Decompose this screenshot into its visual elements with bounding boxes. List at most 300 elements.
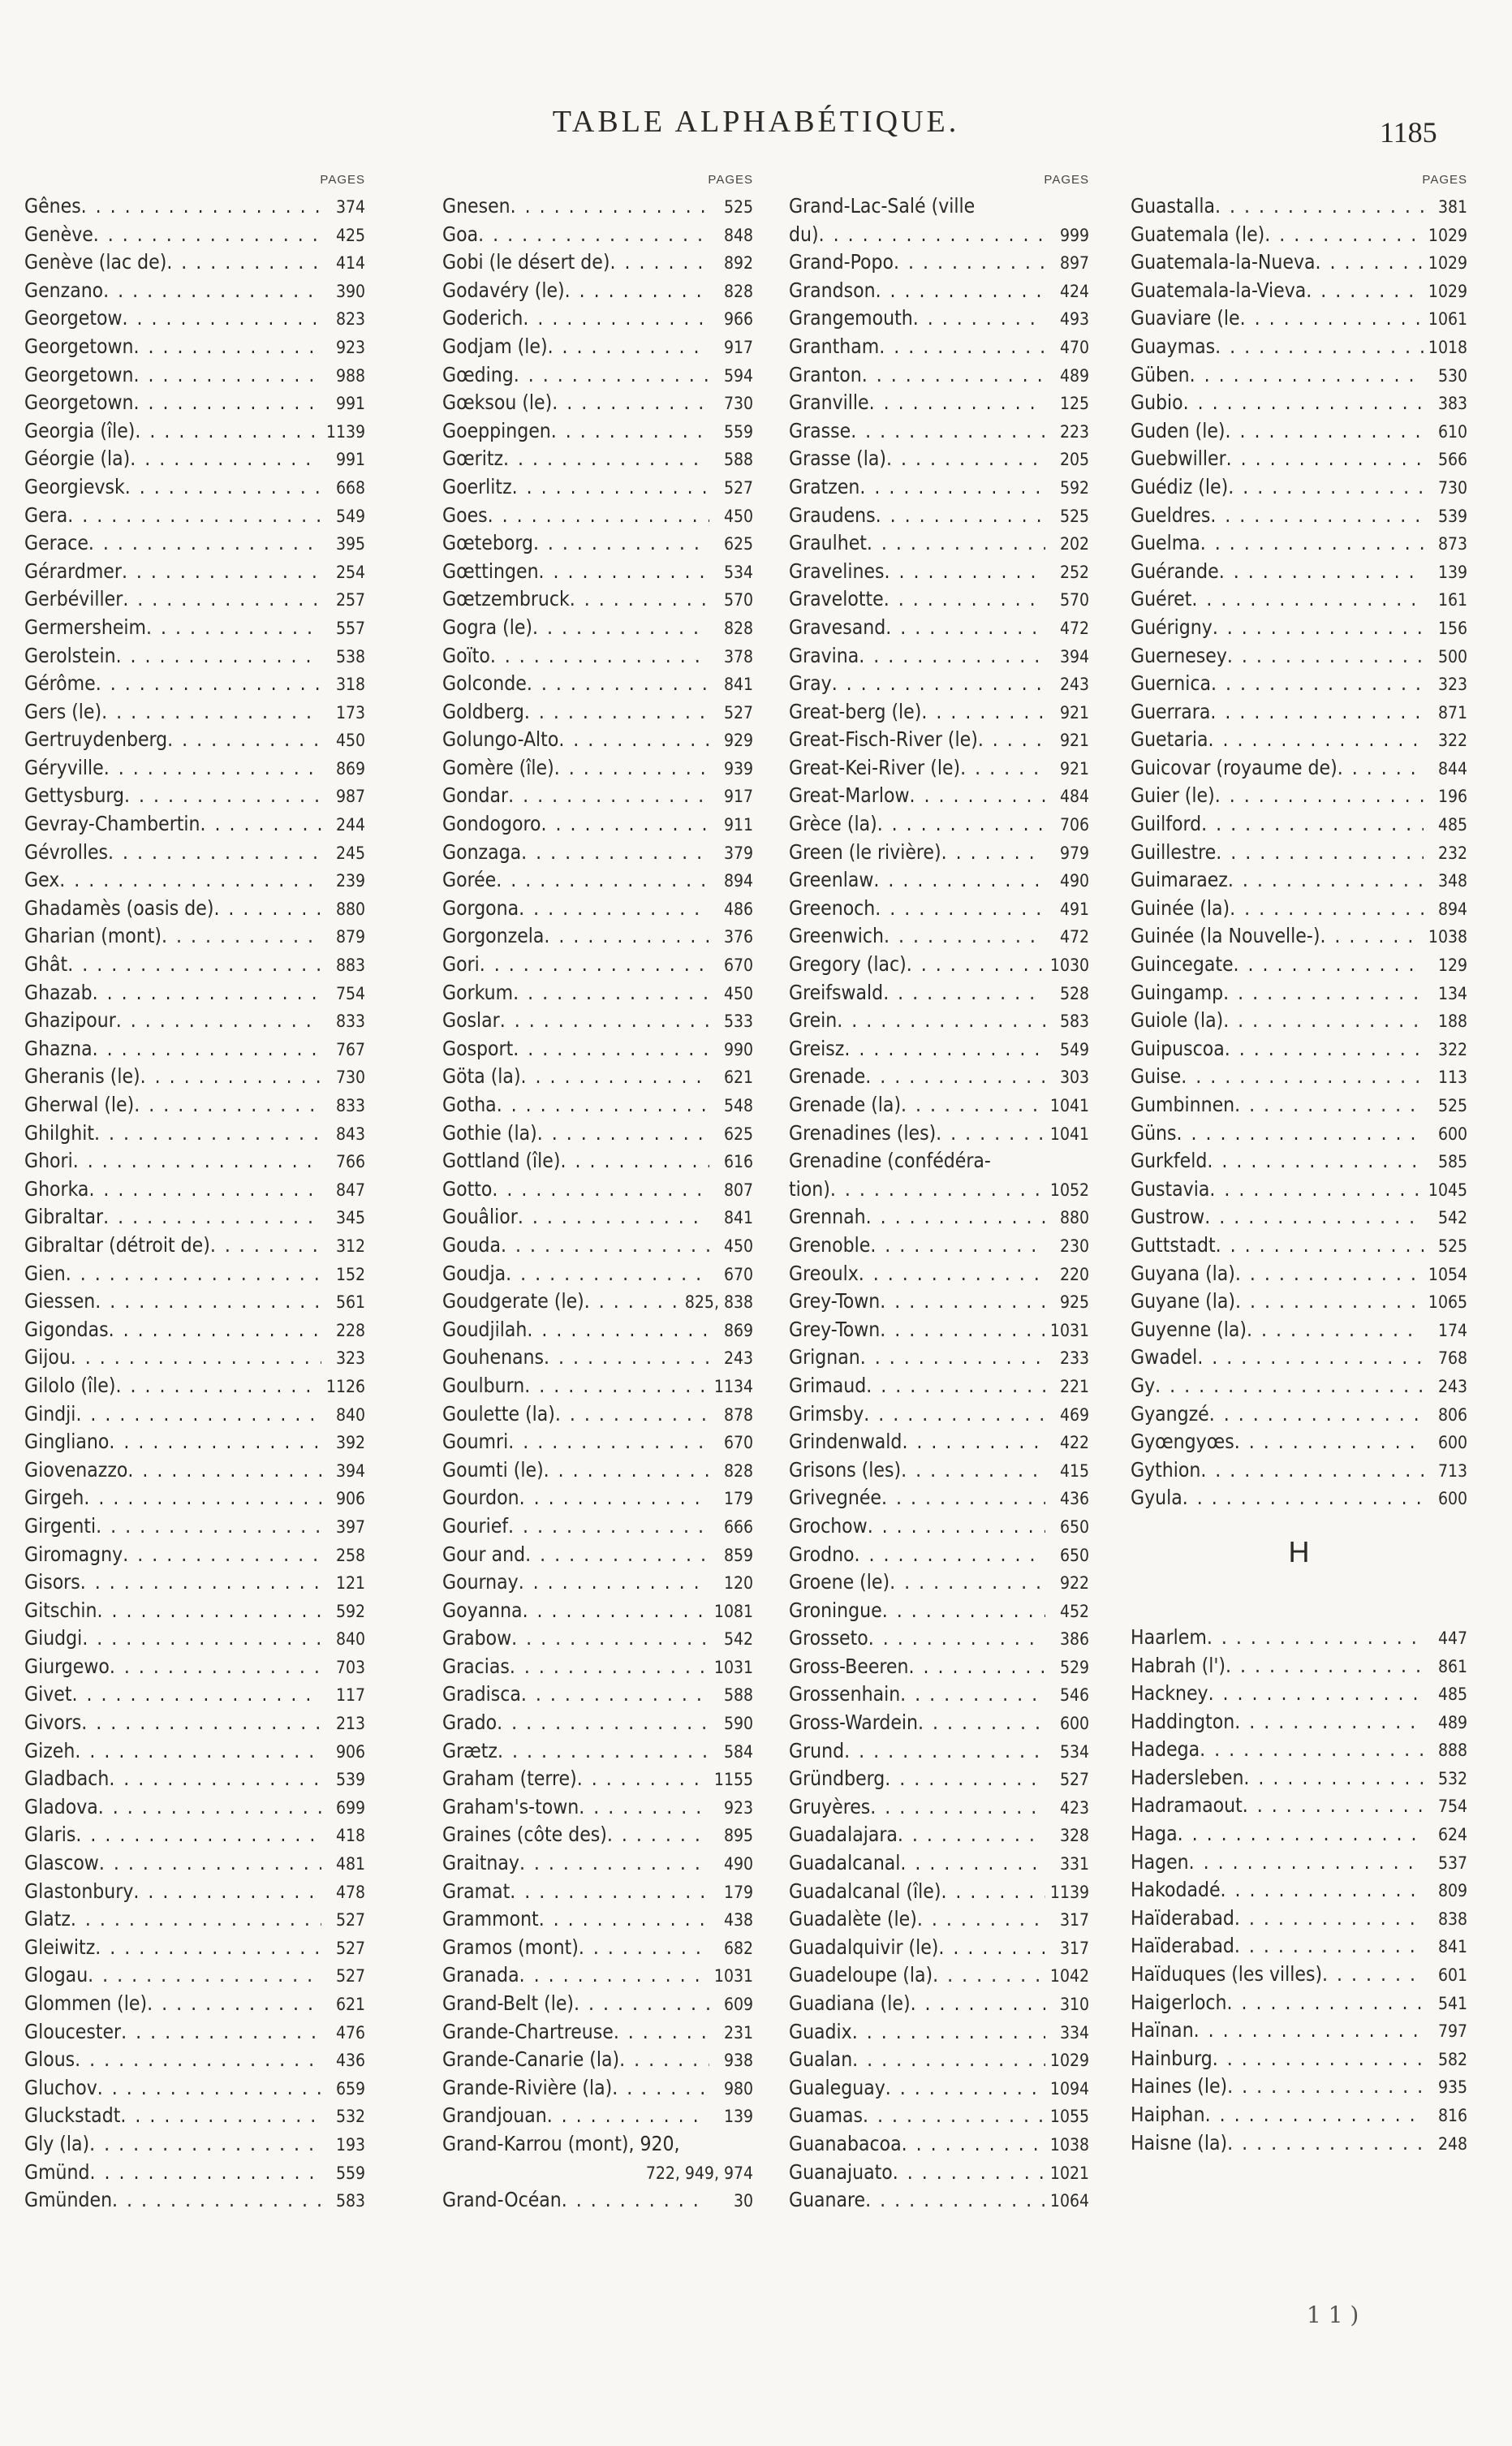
pages-label: PAGES [708,173,753,187]
dot-leader [902,2130,1045,2159]
entry-page: 390 [335,281,365,301]
index-entry [789,726,1089,754]
index-entry [24,866,365,895]
dot-leader [1190,361,1424,390]
dot-leader [1234,1428,1424,1456]
entry-name: Giovenazzo [24,1457,128,1482]
dot-leader [97,1597,321,1625]
entry-page: 395 [335,534,365,554]
dot-leader [544,1456,709,1485]
entry-name: Guelma [1131,531,1200,555]
entry-name: Groene (le) [789,1570,890,1594]
dot-leader [1227,642,1424,671]
entry-name: Ghadamès (oasis de) [24,895,214,920]
entry-name: Grenadine (confédéra- [789,1149,991,1173]
entry-name: Glogau [24,1963,88,1987]
entry-page: 979 [1059,843,1089,863]
entry-page: 220 [1059,1264,1089,1284]
entry-name: Granada [442,1963,519,1987]
index-entry [789,979,1089,1007]
entry-page: 650 [1059,1545,1089,1565]
index-entry [789,670,1089,698]
entry-page: 243 [1059,675,1089,695]
index-entry [1131,1736,1467,1764]
index-entry [442,1484,753,1512]
entry-name: Great-Fisch-River (le) [789,727,978,752]
index-entry [1131,1820,1467,1849]
index-entry [442,1961,753,1990]
entry-page: 861 [1437,1656,1467,1676]
entry-name: Groningue [789,1598,882,1622]
entry-page: 345 [335,1208,365,1228]
index-entry [789,698,1089,727]
entry-name: Gournay [442,1570,519,1594]
entry-page: 139 [723,2107,753,2127]
entry-page: 883 [335,956,365,976]
entry-name: Guinée (la Nouvelle-) [1131,924,1320,948]
dot-leader [941,839,1045,867]
dot-leader [539,558,709,586]
dot-leader [1189,1849,1424,1877]
dot-leader [1227,2129,1424,2158]
dot-leader [500,1007,709,1035]
entry-page: 939 [723,758,753,779]
entry-name: Greenoch [789,895,876,920]
index-entry [1131,614,1467,642]
entry-page: 323 [1437,675,1467,695]
index-entry [789,2102,1089,2130]
dot-leader [140,1063,321,1091]
entry-page: 706 [1059,815,1089,835]
index-entry [789,1905,1089,1934]
entry-page: 825, 838 [684,1292,753,1313]
entry-page: 174 [1437,1320,1467,1340]
entry-name: Grande-Canarie (la) [442,2047,620,2072]
index-entry [442,698,753,727]
entry-name: Gorgonzela [442,924,545,948]
dot-leader [93,1035,321,1063]
dot-leader [492,1176,709,1204]
index-entry [442,473,753,502]
entry-page: 534 [723,562,753,582]
entry-name: Guadix [789,2019,852,2043]
dot-leader [574,1990,709,2018]
entry-name: Grandjouan [442,2103,547,2128]
entry-name: Gorgona [442,895,519,920]
index-entry [442,2130,753,2159]
index-entry [789,529,1089,558]
entry-name: Gevray-Chambertin [24,812,200,836]
index-entry [442,1653,753,1681]
index-entry [24,1709,365,1737]
entry-page: 1134 [713,1376,753,1396]
entry-page: 840 [335,1404,365,1425]
dot-leader [1227,2073,1424,2101]
index-entry [442,277,753,305]
dot-leader [90,2159,322,2187]
index-entry [24,558,365,586]
entry-page: 527 [1059,1770,1089,1790]
index-entry [24,726,365,754]
index-entry [24,979,365,1007]
entry-page: 917 [723,337,753,357]
entry-page: 911 [723,815,753,835]
entry-name: Gramat [442,1879,510,1903]
entry-name: Graulhet [789,531,867,555]
entry-name: Guingamp [1131,980,1224,1004]
entry-page: 609 [723,1995,753,2014]
entry-page: 766 [335,1152,365,1172]
entry-name: Gigondas [24,1317,109,1341]
entry-page: 668 [335,477,365,498]
entry-name: Gœttingen [442,559,539,583]
entry-name: Gosport [442,1036,514,1060]
index-entry [24,1176,365,1204]
entry-name: Gründberg [789,1767,885,1791]
entry-page: 583 [335,2191,365,2211]
entry-page: 625 [723,1124,753,1144]
index-entry [442,895,753,923]
entry-page: 1054 [1428,1264,1467,1284]
entry-name: Grasse (la) [789,446,887,471]
entry-name: Georgievsk [24,474,125,498]
entry-name: Haigerloch [1131,1990,1227,2014]
dot-leader [71,1344,321,1372]
dot-leader [1227,1989,1424,2017]
dot-leader [901,1091,1045,1119]
index-entry [789,1203,1089,1232]
dot-leader [162,922,321,951]
dot-leader [510,192,709,221]
index-entry [24,585,365,614]
index-entry [789,810,1089,839]
index-entry [24,810,365,839]
index-entry [1131,866,1467,895]
index-entry [24,221,365,249]
entry-name: Gracias [442,1654,510,1678]
entry-page: 806 [1437,1404,1467,1425]
index-entry [24,361,365,390]
dot-leader [570,585,709,614]
dot-leader [863,2102,1045,2130]
entry-page: 248 [1437,2133,1467,2154]
dot-leader [523,1597,709,1625]
entry-name: Gwadel [1131,1345,1198,1370]
entry-name: Habrah (l') [1131,1653,1226,1677]
dot-leader [89,2130,321,2159]
dot-leader [1211,670,1424,698]
entry-page: 557 [335,618,365,638]
entry-name: Haarlem [1131,1624,1207,1649]
dot-leader [852,2046,1045,2074]
dot-leader [510,1653,709,1681]
index-entry [442,1372,753,1400]
entry-page: 1018 [1428,337,1467,357]
entry-name: Gorkum [442,980,514,1004]
entry-page: 450 [723,1236,753,1256]
dot-leader [104,754,321,783]
entry-name: Gindji [24,1401,76,1426]
index-entry [1131,1989,1467,2017]
entry-name: Ghori [24,1149,73,1173]
entry-page: 213 [335,1714,365,1734]
dot-leader [1194,2017,1424,2045]
dot-leader [59,866,321,895]
dot-leader [532,614,709,642]
dot-leader [512,473,709,502]
entry-page: 1139 [325,421,365,442]
index-entry [789,333,1089,361]
index-entry [442,1737,753,1766]
dot-leader [558,726,709,754]
index-column-1 [24,173,365,2215]
dot-leader [901,1456,1045,1485]
entry-page: 423 [1059,1797,1089,1818]
dot-leader [1216,839,1424,867]
entry-page: 193 [335,2134,365,2155]
dot-leader [1210,698,1424,727]
index-entry [789,277,1089,305]
entry-page: 1038 [1049,2134,1089,2155]
entry-page: 527 [335,1910,365,1930]
index-entry [24,248,365,277]
entry-name: Great-berg (le) [789,699,922,723]
dot-leader [1178,1820,1424,1849]
index-entry [24,754,365,783]
entry-name: Grey-Town [789,1317,881,1341]
entry-name: Gizeh [24,1738,75,1762]
entry-page: 472 [1059,618,1089,638]
index-entry [789,2018,1089,2047]
entry-page: 538 [335,646,365,667]
index-entry [24,1203,365,1232]
index-entry [442,1063,753,1091]
entry-page: 841 [723,1208,753,1228]
index-entry [789,1990,1089,2018]
index-entry [442,1147,753,1176]
dot-leader [97,2074,321,2103]
dot-leader [134,1091,321,1119]
entry-name: Givet [24,1682,72,1706]
index-entry [442,839,753,867]
index-entry [789,304,1089,333]
entry-page: 859 [723,1545,753,1565]
index-entry [24,951,365,979]
entry-page: 527 [723,702,753,723]
index-entry [442,389,753,417]
entry-name: Haïderabad [1131,1934,1234,1958]
page-number: 1185 [1380,116,1437,149]
entry-name: Graitnay [442,1851,519,1875]
entry-page: 616 [723,1152,753,1172]
dot-leader [851,417,1045,446]
index-entry [789,1709,1089,1737]
entry-page: 383 [1437,394,1467,414]
entry-page: 1031 [713,1966,753,1987]
index-entry [1131,1792,1467,1820]
entry-page: 549 [1059,1039,1089,1059]
entry-name: Gradisca [442,1682,521,1706]
dot-leader [93,979,321,1007]
entry-page: 425 [335,225,365,245]
dot-leader [884,922,1045,951]
entry-page: 196 [1437,787,1467,807]
dot-leader [513,1035,709,1063]
index-entry [442,754,753,783]
entry-name: Gotha [442,1093,497,1116]
dot-leader [130,445,321,473]
dot-leader [900,1680,1045,1709]
entry-page: 485 [1437,1685,1467,1705]
dot-leader [870,1232,1045,1260]
entry-name: Gorée [442,868,497,892]
entry-name: Gondogoro [442,812,541,836]
entry-page: 923 [335,337,365,357]
index-entry [1131,922,1467,951]
entry-name: Gregory (lac) [789,952,907,977]
dot-leader [907,951,1045,979]
entry-page: 376 [723,927,753,947]
dot-leader [544,1344,709,1372]
entry-page: 450 [723,506,753,526]
dot-leader [1200,1456,1424,1485]
entry-name: Grignan [789,1345,860,1370]
entry-name: Goudja [442,1261,506,1285]
index-entry [1131,1260,1467,1288]
entry-name: Grand-Lac-Salé (ville [789,194,976,218]
entry-page: 624 [1437,1825,1467,1845]
dot-leader [525,1541,709,1569]
dot-leader [96,1512,321,1541]
dot-leader [868,1512,1045,1541]
entry-name: Grande-Rivière (la) [442,2075,613,2099]
entry-name: Grenoble [789,1232,871,1257]
dot-leader [1204,1203,1424,1232]
entry-page: 303 [1059,1068,1089,1088]
index-entry [1131,502,1467,530]
entry-name: Genève (lac de) [24,250,167,274]
entry-page: 1055 [1049,2107,1089,2127]
index-entry [1131,417,1467,446]
entry-page: 592 [335,1601,365,1621]
dot-leader [610,248,709,277]
entry-page: 921 [1059,702,1089,723]
dot-leader [612,2074,709,2103]
entry-page: 841 [1437,1937,1467,1957]
index-entry [24,922,365,951]
index-entry [442,614,753,642]
entry-name: Guyana (la) [1131,1261,1235,1285]
entry-name: Goa [442,222,479,246]
entry-page: 588 [723,1685,753,1706]
dot-leader [99,1849,321,1878]
entry-page: 245 [335,843,365,863]
entry-name: Guamas [789,2103,864,2128]
entry-page: 923 [723,1797,753,1818]
index-entry [789,1063,1089,1091]
index-entry [1131,1203,1467,1232]
dot-leader [844,1035,1045,1063]
index-entry [1131,1316,1467,1344]
entry-page: 374 [335,197,365,217]
dot-leader [1197,1344,1424,1372]
entry-name: Gibraltar [24,1205,104,1229]
entry-page: 161 [1437,590,1467,610]
entry-name: Gurkfeld [1131,1149,1208,1173]
dot-leader [1208,1680,1424,1708]
dot-leader [1243,1792,1424,1820]
entry-page: 528 [1059,983,1089,1003]
entry-page: 590 [723,1714,753,1734]
dot-leader [75,2046,321,2074]
dot-leader [1215,782,1424,810]
entry-name: Guicovar (royaume de) [1131,755,1338,779]
entry-name: Gluckstadt [24,2103,121,2128]
entry-name: Haïnan [1131,2018,1194,2043]
entry-page: 670 [723,1264,753,1284]
entry-page: 925 [1059,1292,1089,1313]
entry-page: 880 [1059,1208,1089,1228]
entry-name: Grasse [789,418,851,442]
index-entry [24,1961,365,1990]
dot-leader [124,782,321,810]
dot-leader [862,361,1045,390]
dot-leader [200,810,321,839]
entry-page: 869 [723,1320,753,1340]
entry-name: Gherwal (le) [24,1093,135,1116]
dot-leader [859,1260,1045,1288]
index-entry [789,1653,1089,1681]
entry-name: Géryville [24,755,104,779]
entry-name: Grèce (la) [789,812,877,836]
dot-leader [880,1316,1045,1344]
dot-leader [577,1765,709,1793]
entry-page: 527 [335,1938,365,1958]
entry-page: 541 [1437,1993,1467,2013]
entry-page: 816 [1437,2106,1467,2125]
entry-name: Glous [24,2047,75,2072]
entry-page: 559 [335,2163,365,2183]
entry-page: 533 [723,1012,753,1032]
index-entry [789,2046,1089,2074]
index-entry [789,1176,1089,1204]
entry-name: Ghazna [24,1036,93,1060]
dot-leader [579,1793,709,1822]
entry-name: Guadiana (le) [789,1991,911,2015]
entry-page: 317 [1059,1910,1089,1930]
entry-name: Gnesen [442,194,510,218]
index-entry [442,248,753,277]
dot-leader [167,726,321,754]
dot-leader [67,502,321,530]
index-entry [24,895,365,923]
dot-leader [885,614,1045,642]
dot-leader [565,277,709,305]
index-entry [789,192,1089,221]
entry-page: 223 [1059,421,1089,442]
dot-leader [1316,248,1424,277]
index-entry [24,1484,365,1512]
index-entry [1131,192,1467,221]
index-entry [789,389,1089,417]
dot-leader [1240,304,1424,333]
dot-leader [911,1990,1045,2018]
entry-name: Gualan [789,2047,853,2072]
index-entry [24,1680,365,1709]
entry-name: Güns [1131,1120,1177,1145]
entry-name: Gœtzembruck [442,587,570,611]
dot-leader [921,698,1045,727]
